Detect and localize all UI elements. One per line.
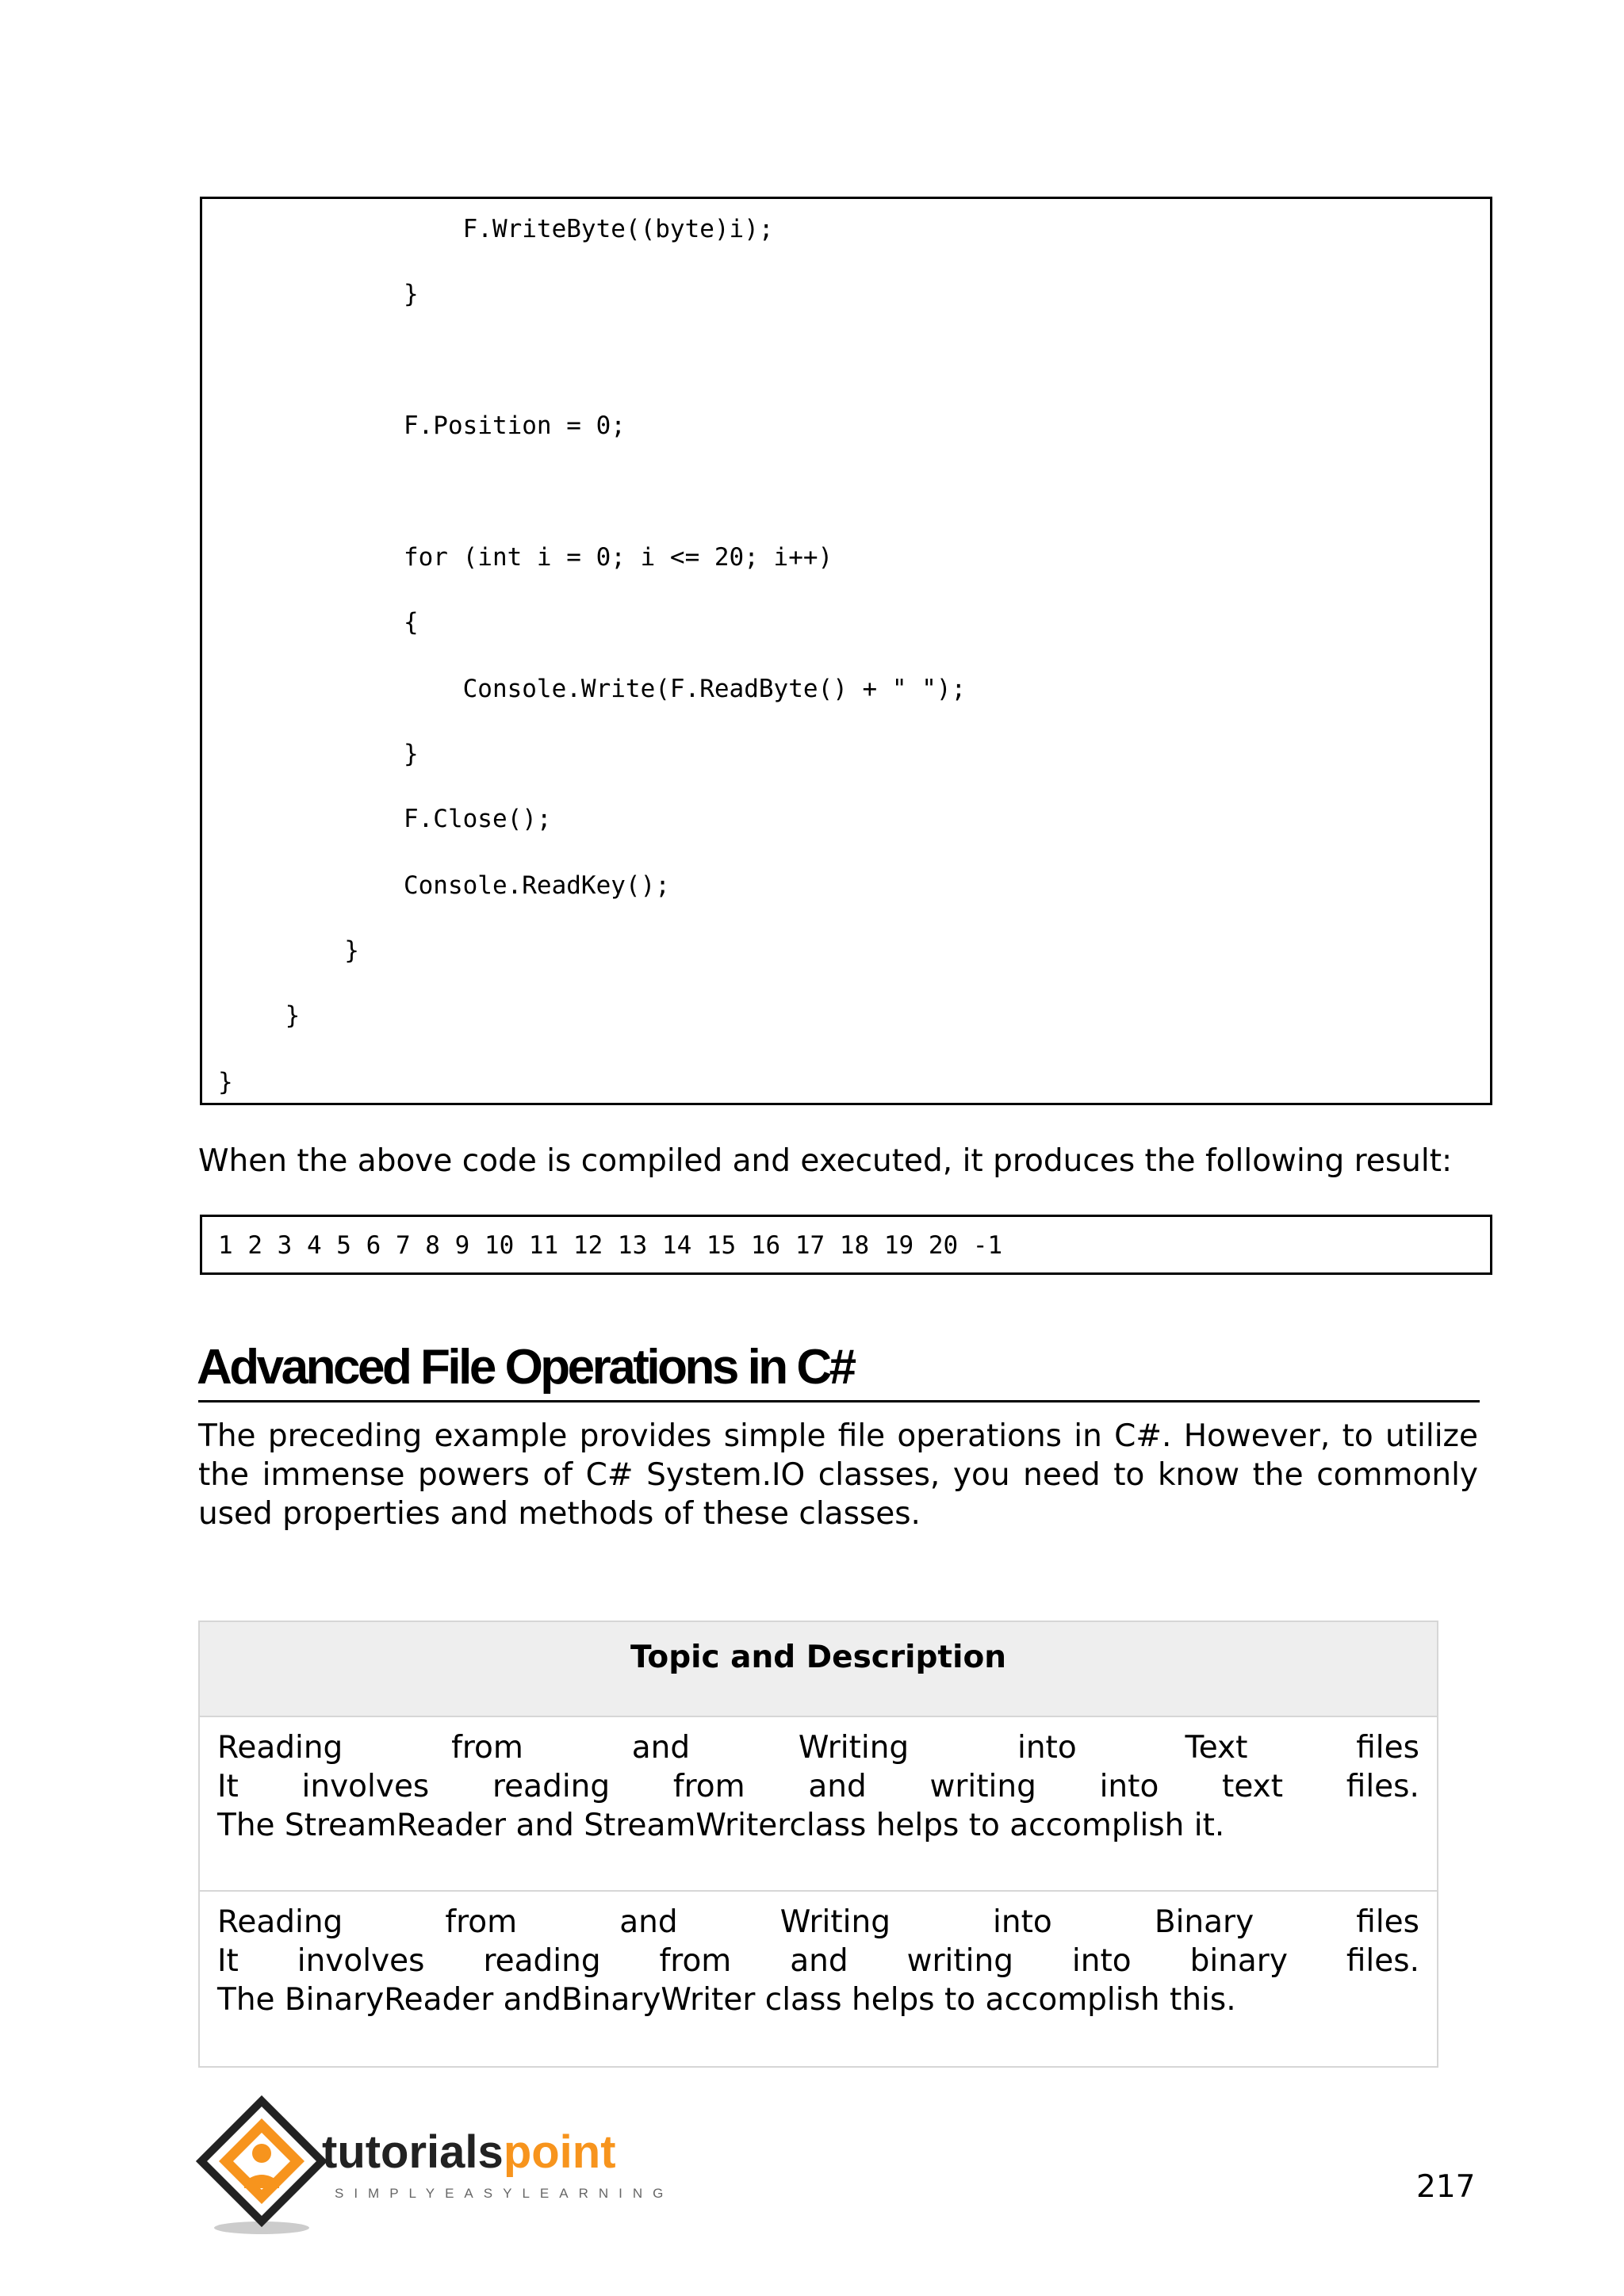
row-desc-word: writing	[906, 1943, 1013, 1979]
row-desc-word: reading	[483, 1943, 601, 1979]
row-title-word: Writing	[779, 1904, 891, 1940]
code-line: }	[226, 280, 419, 308]
row-desc-word: binary	[1189, 1943, 1288, 1979]
row-description	[217, 1767, 1419, 1806]
table-header	[200, 1622, 1437, 1717]
row-desc-word: into	[1099, 1769, 1159, 1804]
row-title-word: Reading	[217, 1904, 343, 1940]
code-line: for (int i = 0; i <= 20; i++)	[226, 543, 833, 572]
row-description	[217, 1942, 1419, 1980]
row-title	[217, 1903, 1419, 1942]
topics-table	[198, 1621, 1438, 2068]
heading-underline	[198, 1400, 1480, 1402]
row-title-word: and	[619, 1904, 678, 1940]
code-line: {	[226, 608, 419, 637]
row-title-word: into	[1017, 1730, 1077, 1766]
row-desc-word: writing	[929, 1769, 1036, 1804]
row-title-word: files	[1356, 1730, 1419, 1766]
row-desc-word: files.	[1346, 1769, 1419, 1804]
code-line: F.Position = 0;	[226, 411, 626, 440]
result-intro-text: When the above code is compiled and executed, it produces the following result:	[198, 1143, 1453, 1179]
row-desc-word: It	[217, 1769, 239, 1804]
code-line: Console.ReadKey();	[226, 871, 670, 900]
row-title-word: Reading	[217, 1730, 343, 1766]
row-desc-word: involves	[297, 1943, 425, 1979]
code-line: }	[226, 740, 419, 768]
tutorialspoint-logo	[195, 2095, 687, 2237]
code-line: Console.Write(F.ReadByte() + " ");	[226, 675, 967, 703]
code-line: }	[226, 936, 359, 965]
code-line: }	[218, 1068, 233, 1096]
row-desc-word: text	[1222, 1769, 1284, 1804]
row-note: The BinaryReader andBinaryWriter class helps to accomplish this.	[217, 1982, 1236, 2018]
row-desc-word: and	[790, 1943, 848, 1979]
row-desc-word: reading	[492, 1769, 611, 1804]
row-desc-word: files.	[1346, 1943, 1419, 1979]
row-desc-word: into	[1071, 1943, 1132, 1979]
row-title-word: into	[993, 1904, 1052, 1940]
output-text: 1 2 3 4 5 6 7 8 9 10 11 12 13 14 15 16 17 18 19 20 -1	[218, 1231, 1003, 1260]
row-desc-word: from	[672, 1769, 745, 1804]
row-desc-word: It	[217, 1943, 239, 1979]
row-title-word: from	[445, 1904, 518, 1940]
row-desc-word: and	[808, 1769, 867, 1804]
row-title-word: Binary	[1154, 1904, 1254, 1940]
logo-tagline: SIMPLYEASYLEARNING	[335, 2186, 674, 2201]
logo-wordmark: tutorialspoint	[322, 2126, 616, 2178]
code-line: }	[226, 1001, 301, 1030]
row-desc-word: involves	[301, 1769, 430, 1804]
page-number: 217	[1416, 2169, 1476, 2205]
row-desc-word: from	[659, 1943, 732, 1979]
table-row	[200, 1717, 1437, 1892]
row-title-word: Text	[1185, 1730, 1248, 1766]
output-block	[200, 1215, 1492, 1275]
section-heading: Advanced File Operations in C#	[197, 1340, 854, 1395]
row-title-word: and	[631, 1730, 691, 1766]
code-line: F.WriteByte((byte)i);	[226, 215, 774, 243]
table-row	[200, 1892, 1437, 2066]
tutorialspoint-logo-graphic	[195, 2095, 687, 2237]
row-title-word: Writing	[798, 1730, 910, 1766]
section-paragraph: The preceding example provides simple file operations in C#. However, to utilize the immense powers of C# System.IO classes, you need to know the commonly used properties and methods of these classes.	[198, 1418, 1478, 1532]
code-block	[200, 197, 1492, 1105]
row-note: The StreamReader and StreamWriterclass helps to accomplish it.	[217, 1808, 1225, 1843]
row-title-word: files	[1356, 1904, 1419, 1940]
table-header-label: Topic and Description	[630, 1640, 1007, 1675]
code-line: F.Close();	[226, 805, 552, 833]
row-title-word: from	[451, 1730, 523, 1766]
row-title	[217, 1728, 1419, 1767]
